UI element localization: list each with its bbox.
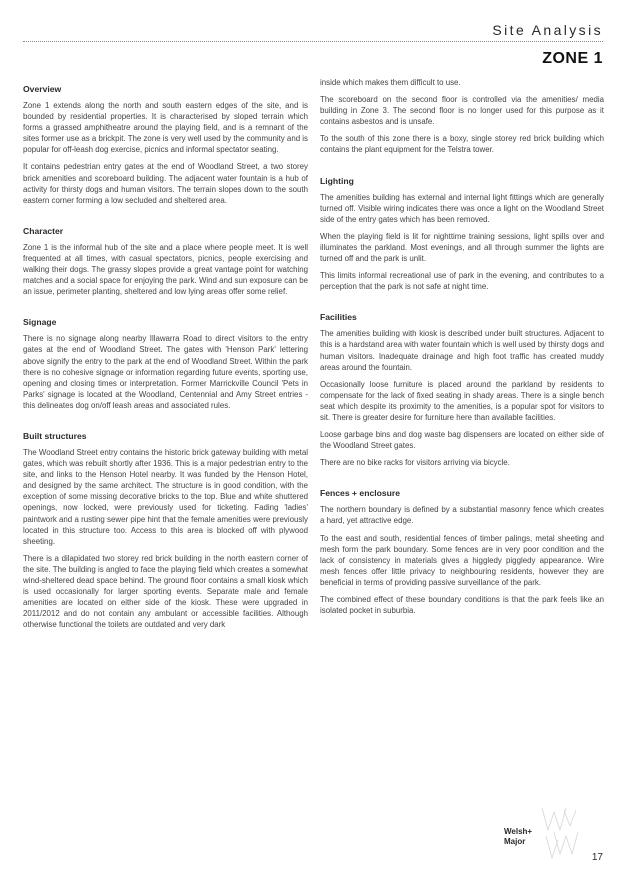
character-paragraph: Zone 1 is the informal hub of the site and a place where people meet. It is well frequented at all times, with casual spectators, picnics, people exercising and walking their dogs. The grassy slopes provide a great vantage point for watching matches and a social space for enjoying the park. Wind and sun exposure can be an issue, perimeter planting, sheltered and low lying areas offer some relief. <box>23 242 308 297</box>
signage-section <box>23 317 308 411</box>
facilities-paragraph: Occasionally loose furniture is placed around the parkland by residents to compensate for the lack of fixed seating in shady areas. There is a single bench seat which despite its proximity to the amenities, is a popular spot for visitors to sit. There is greater desire for furniture here than available facilities. <box>320 379 604 422</box>
lighting-heading: Lighting <box>320 175 354 186</box>
left-column <box>23 84 308 650</box>
signage-paragraph: There is no signage along nearby Illawarra Road to direct visitors to the entry gates at the end of Woodland Street. The gates with 'Henson Park' lettering above signify the entry to the park at the end of Woodland Street. Within the park there is no cohesive signage or information regarding future events, sporting use, opening and closing times or interpretation. Former Marrickville Council 'Pets in Parks' signage is located at the Woodland, Centennial and Amy Street entries - this delineates dog on/off leash areas and associated rules. <box>23 334 308 410</box>
lighting-paragraph: This limits informal recreational use of park in the evening, and contributes to a perception that the park is not safe at night time. <box>320 271 604 292</box>
welsh-major-logo-text: Welsh+ Major <box>504 827 533 846</box>
zone-title: ZONE 1 <box>542 50 603 67</box>
section-title: Site Analysis <box>492 22 603 38</box>
built-structures-section <box>23 431 308 631</box>
fences-paragraph: To the east and south, residential fences of timber palings, metal sheeting and mesh form the park boundary. Some fences are in very poor condition and the lack of consistency in materials gives a higgledy piggledy appearance. Wire mesh fences offer little privacy to neighbouring residents, however they are beneficial in terms of providing passive surveillance of the park. <box>320 533 604 587</box>
facilities-heading: Facilities <box>320 312 357 323</box>
signage-heading: Signage <box>23 317 57 328</box>
facilities-section <box>320 312 604 468</box>
overview-heading: Overview <box>23 84 62 94</box>
page-number: 17 <box>591 852 603 863</box>
welsh-major-logo-icon <box>540 806 580 862</box>
fences-paragraph: The northern boundary is defined by a substantial masonry fence which creates a hard, yet attractive edge. <box>320 505 604 526</box>
overview-paragraph: It contains pedestrian entry gates at the end of Woodland Street, a two storey brick amenities and scoreboard building. The adjacent water fountain is a hub of activity for thirsty dogs and human visitors. The terrain slopes down to the south eastern corner forming a low secluded and sheltered area. <box>23 162 308 205</box>
fences-section <box>320 488 604 616</box>
header-divider <box>23 41 603 42</box>
built-structures-paragraph: inside which makes them difficult to use. <box>320 78 461 87</box>
overview-section <box>23 84 308 206</box>
overview-paragraph: Zone 1 extends along the north and south eastern edges of the site, and is bounded by residential properties. It is characterised by sloped terrain which forms a grassed amphitheatre around the playing field, and is a remnant of the sites former use as a brickpit. The zone is very well used by the community and is popular for off-leash dog exercise, picnics and informal spectator seating. <box>23 101 308 155</box>
right-column <box>320 77 604 636</box>
fences-paragraph: The combined effect of these boundary conditions is that the park feels like an isolated pocket in suburbia. <box>320 595 604 616</box>
built-structures-continued <box>320 77 604 156</box>
character-section <box>23 226 308 297</box>
facilities-paragraph: Loose garbage bins and dog waste bag dispensers are located on either side of the Woodland Street gates. <box>320 430 604 451</box>
built-structures-heading: Built structures <box>23 430 87 441</box>
built-structures-paragraph: There is a dilapidated two storey red brick building in the north eastern corner of the site. The building is angled to face the playing field which creates a somewhat wind-sheltered dead space behind. The ground floor contains a small kiosk which is used occasionally for larger sporting events. Separate male and female amenities are located on either side of the kiosk. These were upgraded in 2011/2012 and do not contain any ambulant or accessible facilities. Although otherwise functional the toilets are outdated and very dark <box>23 553 308 630</box>
facilities-paragraph: The amenities building with kiosk is described under built structures. Adjacent to this is a hardstand area with water fountain which is well used by thirsty dogs and human visitors. Inadequate drainage and high foot traffic has created muddy areas around the fountain. <box>320 329 604 372</box>
built-structures-paragraph: To the south of this zone there is a boxy, single storey red brick building which contains the plant equipment for the Telstra tower. <box>320 134 604 155</box>
built-structures-paragraph: The scoreboard on the second floor is controlled via the amenities/ media building in Zone 3. The second floor is no longer used for this purpose as it contains asbestos and is unsafe. <box>320 95 604 127</box>
lighting-section <box>320 176 604 293</box>
facilities-paragraph: There are no bike racks for visitors arriving via bicycle. <box>320 458 510 468</box>
built-structures-paragraph: The Woodland Street entry contains the historic brick gateway building with metal gates, which was rebuilt shortly after 1936. This is a major pedestrian entry to the site, and links to the Henson Hotel nearby. It was funded by the Henson Hotel, and designed by the same architect. The structure is in good condition, with the exception of some missing decorative bricks to the top. Blue and white shuttered openings, now locked, were previously used for ticketing. Fading 'ladies' paintwork and a rusting sewer pipe hint that the female amenities were previously located in this structure too. Access to this area is blocked off with plywood sheeting. <box>23 447 308 546</box>
lighting-paragraph: When the playing field is lit for nighttime training sessions, light spills over and illuminates the parkland. Most evenings, and all through summer the lights are turned off and the park is unlit. <box>320 231 604 264</box>
lighting-paragraph: The amenities building has external and internal light fittings which are generally turned off. Visible wiring indicates there was once a light on the Woodland Street side of the entry gates which has been removed. <box>320 192 604 224</box>
fences-heading: Fences + enclosure <box>320 488 401 499</box>
character-heading: Character <box>23 225 64 236</box>
